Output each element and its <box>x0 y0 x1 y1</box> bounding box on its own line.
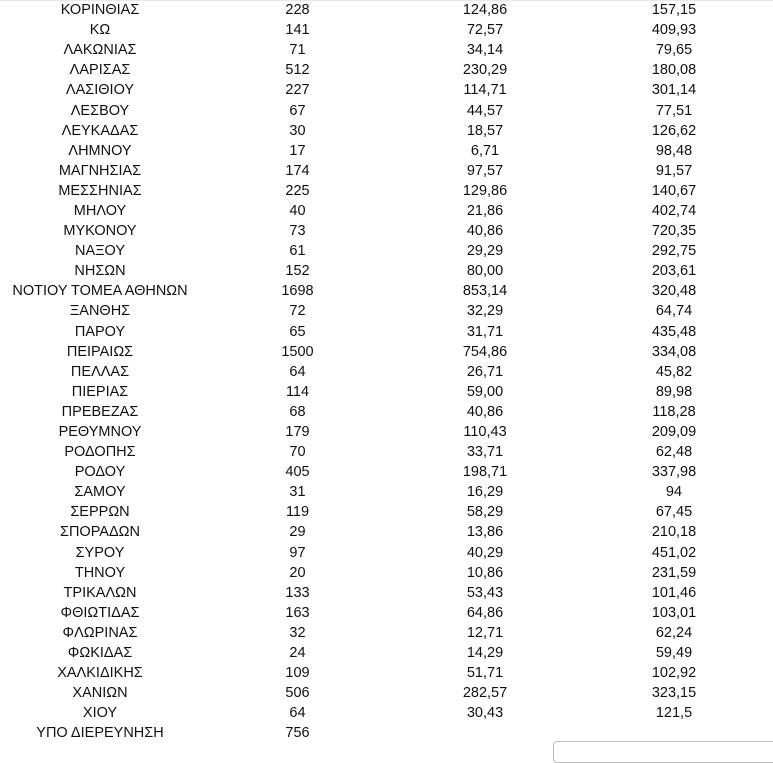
region-name-cell: ΧΑΛΚΙΔΙΚΗΣ <box>57 665 143 682</box>
table-row <box>0 583 773 603</box>
count-cell: 67 <box>289 102 306 119</box>
table-row <box>0 382 773 402</box>
region-name-cell: ΚΩ <box>89 22 111 39</box>
region-name-cell: ΝΗΣΩΝ <box>74 263 126 280</box>
table-row <box>0 322 773 342</box>
table-row <box>0 563 773 583</box>
count-cell: 64 <box>289 363 306 380</box>
value-cell: 16,29 <box>466 484 504 501</box>
region-name-cell: ΦΛΩΡΙΝΑΣ <box>62 624 138 641</box>
value-cell: 18,57 <box>466 122 504 139</box>
table-row <box>0 643 773 663</box>
count-cell: 227 <box>285 82 310 99</box>
count-cell: 114 <box>285 383 310 400</box>
region-name-cell: ΣΥΡΟΥ <box>75 544 125 561</box>
table-row <box>0 342 773 362</box>
rate-cell: 118,28 <box>652 403 696 420</box>
count-cell: 506 <box>285 685 310 702</box>
value-cell: 26,71 <box>466 363 504 380</box>
value-cell: 33,71 <box>466 444 504 461</box>
table-row <box>0 462 773 482</box>
count-cell: 70 <box>289 444 306 461</box>
region-name-cell: ΛΑΚΩΝΙΑΣ <box>63 42 137 59</box>
rate-cell: 62,48 <box>655 444 693 461</box>
value-cell: 282,57 <box>462 685 508 702</box>
table-row <box>0 161 773 181</box>
rate-cell: 301,14 <box>651 82 697 99</box>
value-cell: 31,71 <box>466 323 504 340</box>
value-cell <box>395 723 575 743</box>
rate-cell: 45,82 <box>655 363 693 380</box>
table-row <box>0 221 773 241</box>
count-cell: 30 <box>289 122 306 139</box>
value-cell: 6,71 <box>470 142 500 159</box>
rate-cell: 102,92 <box>651 665 697 682</box>
region-name-cell: ΝΟΤΙΟΥ ΤΟΜΕΑ ΑΘΗΝΩΝ <box>12 283 188 300</box>
table-row <box>0 482 773 502</box>
count-cell: 228 <box>285 2 310 19</box>
region-name-cell: ΠΡΕΒΕΖΑΣ <box>61 403 139 420</box>
table-row <box>0 402 773 422</box>
count-cell: 174 <box>285 162 310 179</box>
rate-cell: 140,67 <box>651 182 697 199</box>
count-cell: 31 <box>289 484 306 501</box>
count-cell: 24 <box>289 645 306 662</box>
rate-cell: 94 <box>665 484 683 501</box>
region-name-cell: ΛΗΜΝΟΥ <box>68 142 132 159</box>
count-cell: 72 <box>289 303 306 320</box>
value-cell: 32,29 <box>466 303 504 320</box>
region-name-cell: ΣΑΜΟΥ <box>74 484 126 501</box>
value-cell: 40,86 <box>466 223 504 240</box>
value-cell: 53,43 <box>466 584 504 601</box>
region-name-cell: ΚΟΡΙΝΘΙΑΣ <box>60 2 140 19</box>
value-cell: 230,29 <box>462 62 508 79</box>
region-name-cell: ΞΑΝΘΗΣ <box>69 303 131 320</box>
value-cell: 72,57 <box>466 22 504 39</box>
value-cell: 198,71 <box>462 464 508 481</box>
count-cell: 756 <box>285 725 310 742</box>
count-cell: 163 <box>285 604 310 621</box>
rate-cell: 59,49 <box>655 645 693 662</box>
region-name-cell: ΧΑΝΙΩΝ <box>72 685 128 702</box>
value-cell: 58,29 <box>466 504 504 521</box>
value-cell: 59,00 <box>466 383 504 400</box>
count-cell: 61 <box>289 243 306 260</box>
region-name-cell: ΛΑΣΙΘΙΟΥ <box>65 82 135 99</box>
value-cell: 12,71 <box>466 624 504 641</box>
value-cell: 44,57 <box>466 102 504 119</box>
rate-cell: 91,57 <box>655 162 693 179</box>
value-cell: 14,29 <box>466 645 504 662</box>
region-name-cell: ΣΠΟΡΑΔΩΝ <box>60 524 140 541</box>
count-cell: 71 <box>289 42 306 59</box>
rate-cell: 121,5 <box>655 705 693 722</box>
table-row <box>0 100 773 120</box>
count-cell: 405 <box>285 464 310 481</box>
count-cell: 40 <box>289 202 306 219</box>
rate-cell: 89,98 <box>655 383 693 400</box>
table-row <box>0 663 773 683</box>
count-cell: 152 <box>285 263 310 280</box>
rate-cell: 101,46 <box>651 584 697 601</box>
rate-cell: 103,01 <box>651 604 697 621</box>
table-row <box>0 301 773 321</box>
rate-cell: 157,15 <box>651 2 697 19</box>
region-name-cell: ΠΑΡΟΥ <box>74 323 126 340</box>
rate-cell: 77,51 <box>655 102 693 119</box>
count-cell: 133 <box>285 584 310 601</box>
region-name-cell: ΜΗΛΟΥ <box>73 202 127 219</box>
rate-cell: 337,98 <box>651 464 697 481</box>
rate-cell: 323,15 <box>651 685 697 702</box>
value-cell: 110,43 <box>463 424 507 441</box>
table-row <box>0 522 773 542</box>
table-row <box>0 442 773 462</box>
rate-cell: 62,24 <box>655 624 693 641</box>
value-cell: 10,86 <box>466 564 504 581</box>
rate-cell: 409,93 <box>651 22 697 39</box>
count-cell: 97 <box>289 544 306 561</box>
rate-cell: 64,74 <box>655 303 693 320</box>
rate-cell: 126,62 <box>651 122 697 139</box>
table-row <box>0 261 773 281</box>
region-name-cell: ΡΕΘΥΜΝΟΥ <box>58 424 142 441</box>
region-name-cell: ΠΕΙΡΑΙΩΣ <box>66 343 134 360</box>
rate-cell: 320,48 <box>651 283 697 300</box>
rate-cell: 209,09 <box>651 424 697 441</box>
region-name-cell: ΦΩΚΙΔΑΣ <box>67 645 133 662</box>
table-row <box>0 201 773 221</box>
region-name-cell: ΣΕΡΡΩΝ <box>70 504 130 521</box>
table-row <box>0 703 773 723</box>
value-cell: 124,86 <box>462 2 508 19</box>
count-cell: 1698 <box>281 283 314 300</box>
count-cell: 20 <box>289 564 306 581</box>
value-cell: 114,71 <box>463 82 507 99</box>
table-row <box>0 141 773 161</box>
region-name-cell: ΜΑΓΝΗΣΙΑΣ <box>58 162 142 179</box>
count-cell: 512 <box>285 62 310 79</box>
region-name-cell: ΤΡΙΚΑΛΩΝ <box>63 584 137 601</box>
value-cell: 853,14 <box>462 283 508 300</box>
partial-input-box[interactable] <box>553 741 773 763</box>
value-cell: 13,86 <box>466 524 504 541</box>
region-name-cell: ΜΥΚΟΝΟΥ <box>63 223 137 240</box>
top-divider <box>0 0 773 1</box>
table-row <box>0 281 773 301</box>
value-cell: 129,86 <box>462 182 508 199</box>
region-name-cell: ΛΕΣΒΟΥ <box>70 102 130 119</box>
region-name-cell: ΠΙΕΡΙΑΣ <box>71 383 129 400</box>
rate-cell: 720,35 <box>651 223 697 240</box>
count-cell: 119 <box>285 504 310 521</box>
value-cell: 80,00 <box>466 263 504 280</box>
count-cell: 68 <box>289 403 306 420</box>
table-row <box>0 543 773 563</box>
table-row <box>0 422 773 442</box>
table-row <box>0 603 773 623</box>
count-cell: 32 <box>289 624 306 641</box>
count-cell: 65 <box>289 323 306 340</box>
value-cell: 34,14 <box>466 42 504 59</box>
value-cell: 21,86 <box>466 202 504 219</box>
table-row <box>0 80 773 100</box>
count-cell: 29 <box>289 524 306 541</box>
region-name-cell: ΥΠΟ ΔΙΕΡΕΥΝΗΣΗ <box>36 725 164 742</box>
table-row <box>0 241 773 261</box>
table-row <box>0 181 773 201</box>
value-cell: 29,29 <box>466 243 504 260</box>
rate-cell: 210,18 <box>651 524 697 541</box>
value-cell: 97,57 <box>466 162 504 179</box>
region-name-cell: ΧΙΟΥ <box>82 705 118 722</box>
table-row <box>0 0 773 20</box>
rate-cell: 334,08 <box>651 343 697 360</box>
region-name-cell: ΦΘΙΩΤΙΔΑΣ <box>60 604 140 621</box>
region-name-cell: ΡΟΔΟΠΗΣ <box>64 444 136 461</box>
rate-cell: 67,45 <box>655 504 693 521</box>
rate-cell: 231,59 <box>651 564 697 581</box>
rate-cell: 402,74 <box>651 202 697 219</box>
rate-cell: 98,48 <box>655 142 693 159</box>
count-cell: 179 <box>285 424 310 441</box>
rate-cell: 180,08 <box>651 62 697 79</box>
value-cell: 51,71 <box>466 665 504 682</box>
table-row <box>0 623 773 643</box>
count-cell: 73 <box>289 223 306 240</box>
table-row <box>0 60 773 80</box>
region-name-cell: ΛΑΡΙΣΑΣ <box>69 62 131 79</box>
value-cell: 40,29 <box>466 544 504 561</box>
value-cell: 64,86 <box>466 604 504 621</box>
rate-cell: 435,48 <box>651 323 697 340</box>
count-cell: 109 <box>285 665 310 682</box>
count-cell: 225 <box>285 182 310 199</box>
count-cell: 1500 <box>281 343 314 360</box>
region-name-cell: ΛΕΥΚΑΔΑΣ <box>61 122 139 139</box>
count-cell: 141 <box>285 22 310 39</box>
rate-cell: 451,02 <box>651 544 697 561</box>
rate-cell: 203,61 <box>651 263 697 280</box>
rate-cell: 292,75 <box>651 243 697 260</box>
region-name-cell: ΝΑΞΟΥ <box>74 243 126 260</box>
table-row <box>0 40 773 60</box>
region-name-cell: ΠΕΛΛΑΣ <box>70 363 130 380</box>
rate-cell: 79,65 <box>655 42 693 59</box>
value-cell: 40,86 <box>466 403 504 420</box>
region-name-cell: ΜΕΣΣΗΝΙΑΣ <box>58 182 142 199</box>
table-row <box>0 683 773 703</box>
table-row <box>0 502 773 522</box>
count-cell: 17 <box>289 142 306 159</box>
value-cell: 754,86 <box>462 343 508 360</box>
count-cell: 64 <box>289 705 306 722</box>
table-row <box>0 362 773 382</box>
value-cell: 30,43 <box>466 705 504 722</box>
region-name-cell: ΡΟΔΟΥ <box>74 464 126 481</box>
region-name-cell: ΤΗΝΟΥ <box>74 564 126 581</box>
table-row <box>0 20 773 40</box>
table-row <box>0 121 773 141</box>
